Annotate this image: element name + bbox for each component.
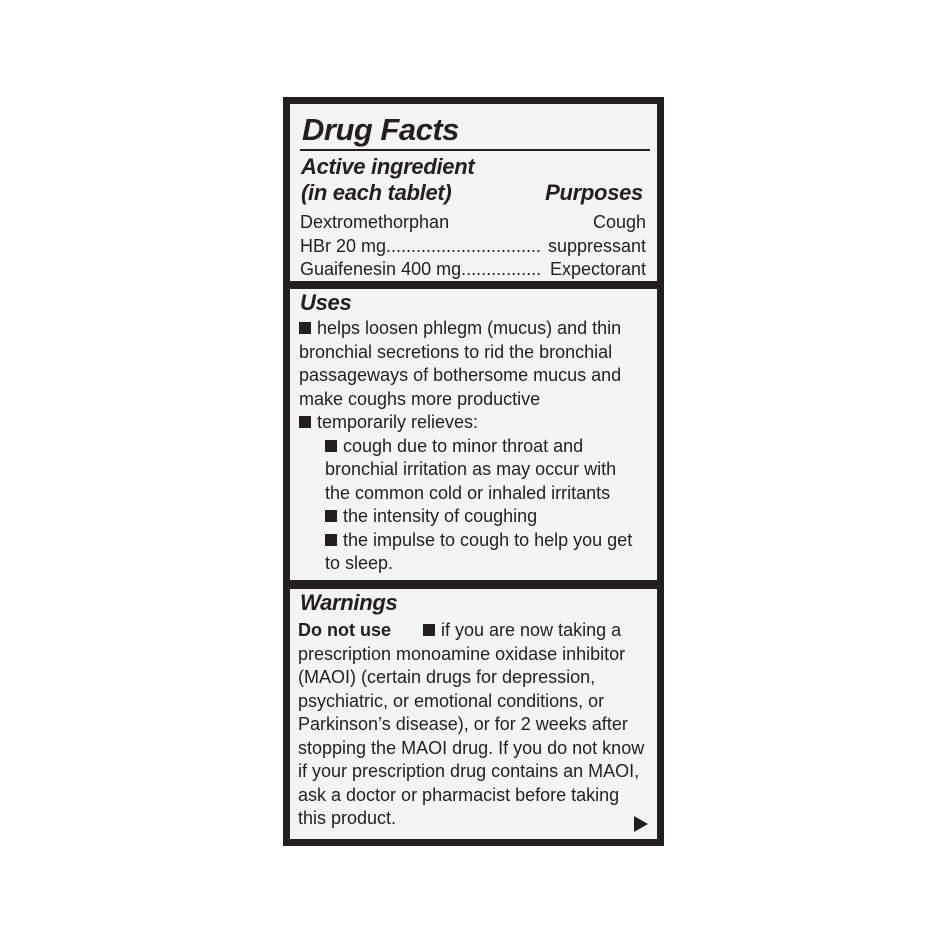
square-bullet-icon bbox=[325, 534, 337, 546]
uses-line-text: bronchial irritation as may occur with bbox=[325, 459, 617, 479]
active-ingredient-panel bbox=[290, 104, 657, 281]
purposes-heading: Purposes bbox=[545, 180, 643, 205]
uses-line bbox=[299, 388, 649, 412]
uses-line bbox=[299, 364, 649, 388]
uses-line bbox=[299, 411, 649, 435]
uses-line-text: temporarily relieves: bbox=[317, 412, 479, 432]
square-bullet-icon bbox=[299, 416, 311, 428]
uses-line bbox=[299, 435, 649, 459]
active-ingredient-heading bbox=[301, 154, 474, 206]
uses-line-text: passageways of bothersome mucus and bbox=[299, 365, 622, 385]
uses-line bbox=[299, 341, 649, 365]
warning-line: prescription monoamine oxidase inhibitor bbox=[298, 643, 626, 664]
uses-panel bbox=[290, 289, 657, 580]
ingredient-purpose: Expectorant bbox=[549, 259, 646, 279]
uses-heading: Uses bbox=[300, 290, 352, 315]
uses-line-text: helps loosen phlegm (mucus) and thin bbox=[317, 318, 622, 338]
ingredient-row bbox=[300, 235, 646, 259]
ingredient-row bbox=[300, 211, 646, 235]
square-bullet-icon bbox=[423, 624, 435, 636]
ingredient-name: Guaifenesin 400 mg bbox=[300, 259, 462, 279]
warning-line: if your prescription drug contains an MAOI, bbox=[298, 761, 640, 781]
ingredient-purpose: suppressant bbox=[547, 236, 646, 256]
warnings-text bbox=[298, 619, 653, 831]
uses-line bbox=[299, 552, 649, 576]
uses-line bbox=[299, 482, 649, 506]
square-bullet-icon bbox=[325, 440, 337, 452]
square-bullet-icon bbox=[325, 510, 337, 522]
ingredient-purpose: Cough bbox=[592, 212, 646, 232]
warning-line: Parkinson’s disease), or for 2 weeks after bbox=[298, 714, 628, 734]
ingredient-row bbox=[300, 258, 646, 282]
uses-line-text: make coughs more productive bbox=[299, 388, 541, 409]
warning-first-line bbox=[298, 619, 653, 643]
leader-dots: ................ bbox=[461, 259, 542, 279]
leader-dots: ............................... bbox=[386, 236, 542, 256]
uses-line-text: bronchial secretions to rid the bronchial bbox=[299, 341, 613, 362]
uses-line-text: the intensity of coughing bbox=[343, 506, 538, 526]
warnings-heading: Warnings bbox=[300, 590, 398, 615]
drug-facts-label bbox=[283, 97, 664, 846]
ingredient-name: HBr 20 mg bbox=[300, 236, 387, 256]
uses-line-text: cough due to minor throat and bbox=[343, 435, 584, 456]
ingredient-name: Dextromethorphan bbox=[300, 212, 450, 232]
page-title: Drug Facts bbox=[302, 112, 459, 147]
square-bullet-icon bbox=[299, 322, 311, 334]
uses-line-text: to sleep. bbox=[325, 553, 394, 573]
warning-line: stopping the MAOI drug. If you do not know bbox=[298, 737, 645, 758]
warning-line: ask a doctor or pharmacist before taking bbox=[298, 784, 620, 805]
uses-line-text: the common cold or inhaled irritants bbox=[325, 482, 611, 503]
warning-line: (MAOI) (certain drugs for depression, bbox=[298, 667, 596, 687]
warnings-panel bbox=[290, 589, 657, 839]
active-ingredient-heading-line2: (in each tablet) bbox=[301, 180, 452, 205]
uses-line bbox=[299, 458, 649, 482]
uses-line bbox=[299, 529, 649, 553]
do-not-use-label: Do not use bbox=[298, 620, 391, 640]
title-rule bbox=[300, 149, 650, 151]
continue-arrow-icon bbox=[634, 816, 648, 832]
uses-line-text: the impulse to cough to help you get bbox=[343, 529, 633, 550]
warning-line: this product. bbox=[298, 808, 397, 828]
warning-line: psychiatric, or emotional conditions, or bbox=[298, 690, 605, 711]
warning-first-text: if you are now taking a bbox=[441, 620, 622, 640]
uses-list bbox=[299, 317, 649, 576]
uses-line bbox=[299, 317, 649, 341]
active-ingredient-heading-line1: Active ingredient bbox=[301, 154, 475, 179]
uses-line bbox=[299, 505, 649, 529]
